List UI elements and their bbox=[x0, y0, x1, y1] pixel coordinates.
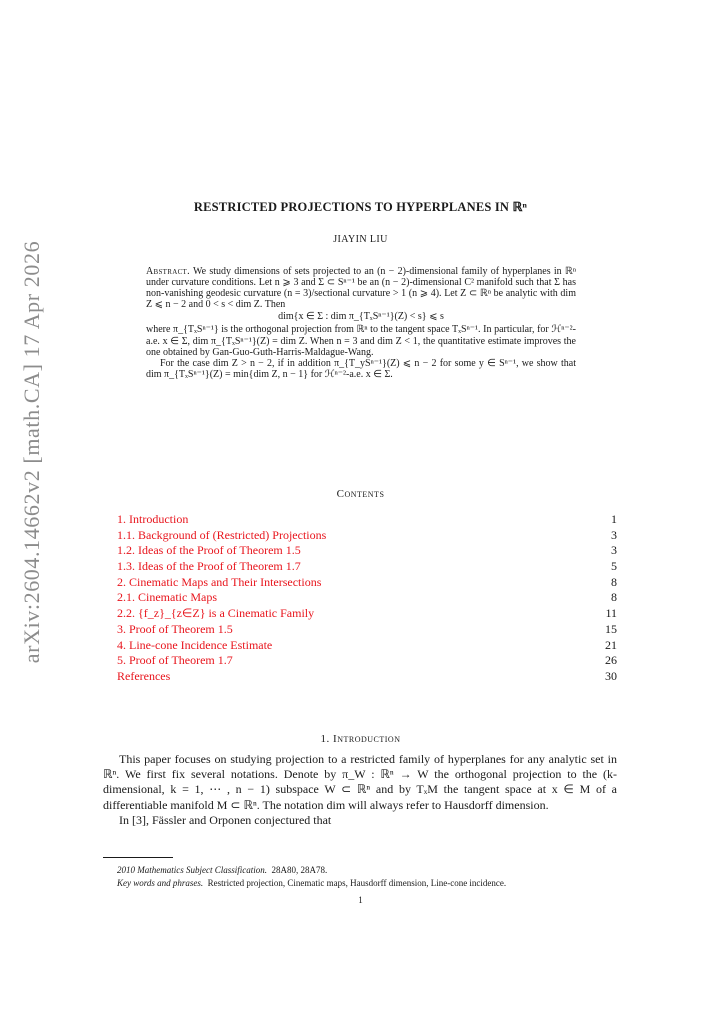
toc-entry-page: 1 bbox=[611, 512, 617, 526]
toc-entry-link[interactable]: 2.2. {f_z}_{z∈Z} is a Cinematic Family bbox=[117, 606, 315, 621]
toc-entry-page: 5 bbox=[611, 559, 617, 574]
toc-entry-link[interactable]: 1. Introduction bbox=[117, 512, 189, 526]
arxiv-identifier: arXiv:2604.14662v2 [math.CA] 17 Apr 2026 bbox=[19, 240, 44, 664]
arxiv-stamp bbox=[14, 172, 50, 732]
abstract-paragraph-3: For the case dim Z > n − 2, if in addition π_{T_ySⁿ⁻¹}(Z) ⩽ n − 2 for some y ∈ Sⁿ⁻¹, we show that dim π_{TₓSⁿ⁻¹}(Z) = min{dim Z, n − 1} for ℋⁿ⁻²-a.e. x ∈ Σ. bbox=[146, 357, 576, 380]
footnote-keywords-label: Key words and phrases. bbox=[117, 877, 204, 888]
toc-entry[interactable] bbox=[117, 606, 617, 622]
footnote-rule bbox=[103, 857, 173, 858]
toc-entry-link[interactable]: 1.2. Ideas of the Proof of Theorem 1.5 bbox=[117, 543, 301, 558]
toc-entry-page: 30 bbox=[605, 668, 617, 683]
toc-entry-page: 8 bbox=[611, 574, 617, 589]
paper-title: RESTRICTED PROJECTIONS TO HYPERPLANES IN ℝⁿ bbox=[193, 200, 528, 214]
toc-entry[interactable] bbox=[117, 653, 617, 669]
page-number: 1 bbox=[358, 895, 363, 905]
toc-entry[interactable] bbox=[117, 575, 617, 591]
toc-entry-link[interactable]: 5. Proof of Theorem 1.7 bbox=[117, 653, 233, 668]
author-name: JIAYIN LIU bbox=[333, 234, 388, 245]
toc-entry-page: 15 bbox=[605, 621, 617, 636]
toc-entry[interactable] bbox=[117, 559, 617, 575]
toc-entry[interactable] bbox=[117, 590, 617, 606]
footnotes bbox=[117, 864, 627, 889]
toc-entry-link[interactable]: 2.1. Cinematic Maps bbox=[117, 590, 217, 605]
table-of-contents bbox=[117, 512, 617, 685]
toc-entry-link[interactable]: References bbox=[117, 668, 171, 683]
abstract-heading: Abstract. bbox=[146, 266, 190, 277]
toc-entry[interactable] bbox=[117, 638, 617, 654]
abstract-paragraph-2: where π_{TₓSⁿ⁻¹} is the orthogonal projection from ℝⁿ to the tangent space TₓSⁿ⁻¹. In particular, for ℋⁿ⁻²-a.e. x ∈ Σ, dim π_{TₓSⁿ⁻¹}(Z) = dim Z. When n = 3 and dim Z < 1, the quantitative estimate improves the one obtained by Gan-Guo-Guth-Harris-Maldague-Wang. bbox=[146, 324, 576, 358]
toc-entry[interactable] bbox=[117, 543, 617, 559]
introduction-body bbox=[103, 752, 617, 828]
abstract-display-formula: dim{x ∈ Σ : dim π_{TₓSⁿ⁻¹}(Z) < s} ⩽ s bbox=[278, 311, 444, 323]
footnote-msc-label: 2010 Mathematics Subject Classification. bbox=[117, 865, 267, 875]
section-heading: 1. Introduction bbox=[320, 733, 401, 745]
abstract bbox=[146, 266, 576, 380]
footnote-msc bbox=[117, 864, 627, 877]
toc-entry[interactable] bbox=[117, 669, 617, 685]
body-paragraph-2: In [3], Fässler and Orponen conjectured that bbox=[119, 812, 332, 827]
abstract-text-1: We study dimensions of sets projected to an (n − 2)-dimensional family of hyperplanes in ℝⁿ under curvature conditions. Let n ⩾ 3 and Σ ⊂ Sⁿ⁻¹ be an (n − 2)-dimensional C² manifold such that Σ has non-vanishing geodesic curvature (n = 3)/sectional curvature > 1 (n ⩾ 4). Let Z ⊂ ℝⁿ be analytic with dim Z ⩽ n − 2 and 0 < s < dim Z. Then bbox=[146, 266, 576, 311]
body-paragraph-1: This paper focuses on studying projection to a restricted family of hyperplanes for any analytic set in ℝⁿ. We first fix several notations. Denote by π_W : ℝⁿ → W the orthogonal projection to the (k-dimensional, k = 1, ⋯ , n − 1) subspace W ⊂ ℝⁿ and by TₓM the tangent space at x ∈ M of a differentiable manifold M ⊂ ℝⁿ. The notation dim will always refer to Hausdorff dimension. bbox=[103, 752, 617, 812]
toc-entry-link[interactable]: 4. Line-cone Incidence Estimate bbox=[117, 637, 273, 652]
toc-entry-page: 26 bbox=[605, 653, 617, 668]
footnote-keywords bbox=[117, 877, 627, 890]
toc-entry-page: 21 bbox=[605, 637, 617, 652]
toc-entry-link[interactable]: 2. Cinematic Maps and Their Intersections bbox=[117, 574, 322, 589]
abstract-paragraph-1 bbox=[146, 266, 576, 310]
toc-entry-link[interactable]: 3. Proof of Theorem 1.5 bbox=[117, 621, 233, 636]
footnote-keywords-value: Restricted projection, Cinematic maps, Hausdorff dimension, Line-cone incidence. bbox=[207, 877, 507, 888]
toc-entry-link[interactable]: 1.1. Background of (Restricted) Projections bbox=[117, 527, 327, 542]
contents-heading: Contents bbox=[336, 488, 385, 500]
toc-entry-page: 8 bbox=[611, 590, 617, 605]
toc-entry[interactable] bbox=[117, 622, 617, 638]
toc-entry-page: 3 bbox=[611, 527, 617, 542]
toc-entry-page: 3 bbox=[611, 543, 617, 558]
toc-entry[interactable] bbox=[117, 528, 617, 544]
toc-entry-page: 11 bbox=[605, 606, 617, 621]
footnote-msc-value: 28A80, 28A78. bbox=[271, 865, 328, 875]
toc-entry-link[interactable]: 1.3. Ideas of the Proof of Theorem 1.7 bbox=[117, 559, 301, 574]
toc-entry[interactable] bbox=[117, 512, 617, 528]
